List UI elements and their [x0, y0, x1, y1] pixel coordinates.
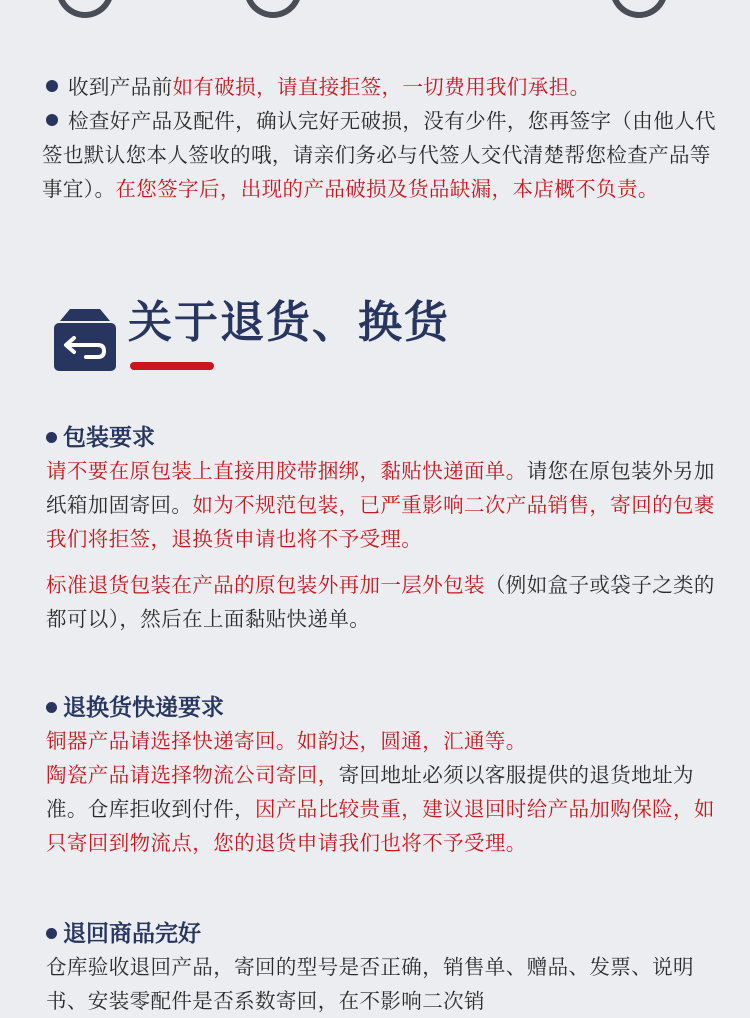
bullet-icon: [46, 114, 58, 126]
bullet-icon: [46, 80, 58, 92]
courier-paragraph-2: 陶瓷产品请选择物流公司寄回，寄回地址必须以客服提供的退货地址为准。仓库拒收到付件，因产品比较贵重，建议退回时给产品加购保险，如只寄回到物流点，您的退货申请我们也将不予受理。: [46, 763, 715, 855]
intact-section: [46, 918, 726, 1018]
bullet-icon: [46, 702, 57, 713]
notice-line-1: 收到产品前如有破损，请直接拒签，一切费用我们承担。: [46, 70, 726, 104]
bullet-icon: [46, 928, 57, 939]
notice-line-2: 检查好产品及配件，确认完好无破损，没有少件，您再签字（由他人代签也默认您本人签收的哦，请亲们务必与代签人交代清楚帮您检查产品等事宜）。在您签字后，出现的产品破损及货品缺漏，本店概不负责。: [42, 109, 716, 201]
courier-line-1: 铜器产品请选择快递寄回。如韵达，圆通，汇通等。: [46, 729, 527, 753]
return-box-icon: [50, 305, 120, 375]
decor-circle-icon: [244, 0, 302, 18]
title-underline: [130, 362, 214, 370]
intact-heading: 退回商品完好: [46, 918, 726, 950]
decor-circle-icon: [610, 0, 668, 18]
packaging-section: [46, 422, 726, 636]
packaging-paragraph-2: 标准退货包装在产品的原包装外再加一层外包装（例如盒子或袋子之类的都可以），然后在上面黏贴快递单。: [46, 573, 715, 631]
delivery-notice: [42, 70, 726, 206]
bullet-icon: [46, 432, 57, 443]
courier-heading: 退换货快递要求: [46, 692, 726, 724]
courier-section: [46, 692, 726, 860]
packaging-paragraph-1: 请不要在原包装上直接用胶带捆绑，黏贴快递面单。请您在原包装外另加纸箱加固寄回。如为不规范包装，已严重影响二次产品销售，寄回的包裹我们将拒签，退换货申请也将不予受理。: [46, 459, 715, 551]
packaging-heading: 包装要求: [46, 422, 726, 454]
decor-circle-icon: [56, 0, 114, 18]
intact-text: 仓库验收退回产品，寄回的型号是否正确，销售单、赠品、发票、说明书、安装零配件是否系数寄回，在不影响二次销: [46, 955, 694, 1013]
top-decoration: [0, 0, 750, 10]
section-title: 关于退货、换货: [128, 297, 450, 348]
